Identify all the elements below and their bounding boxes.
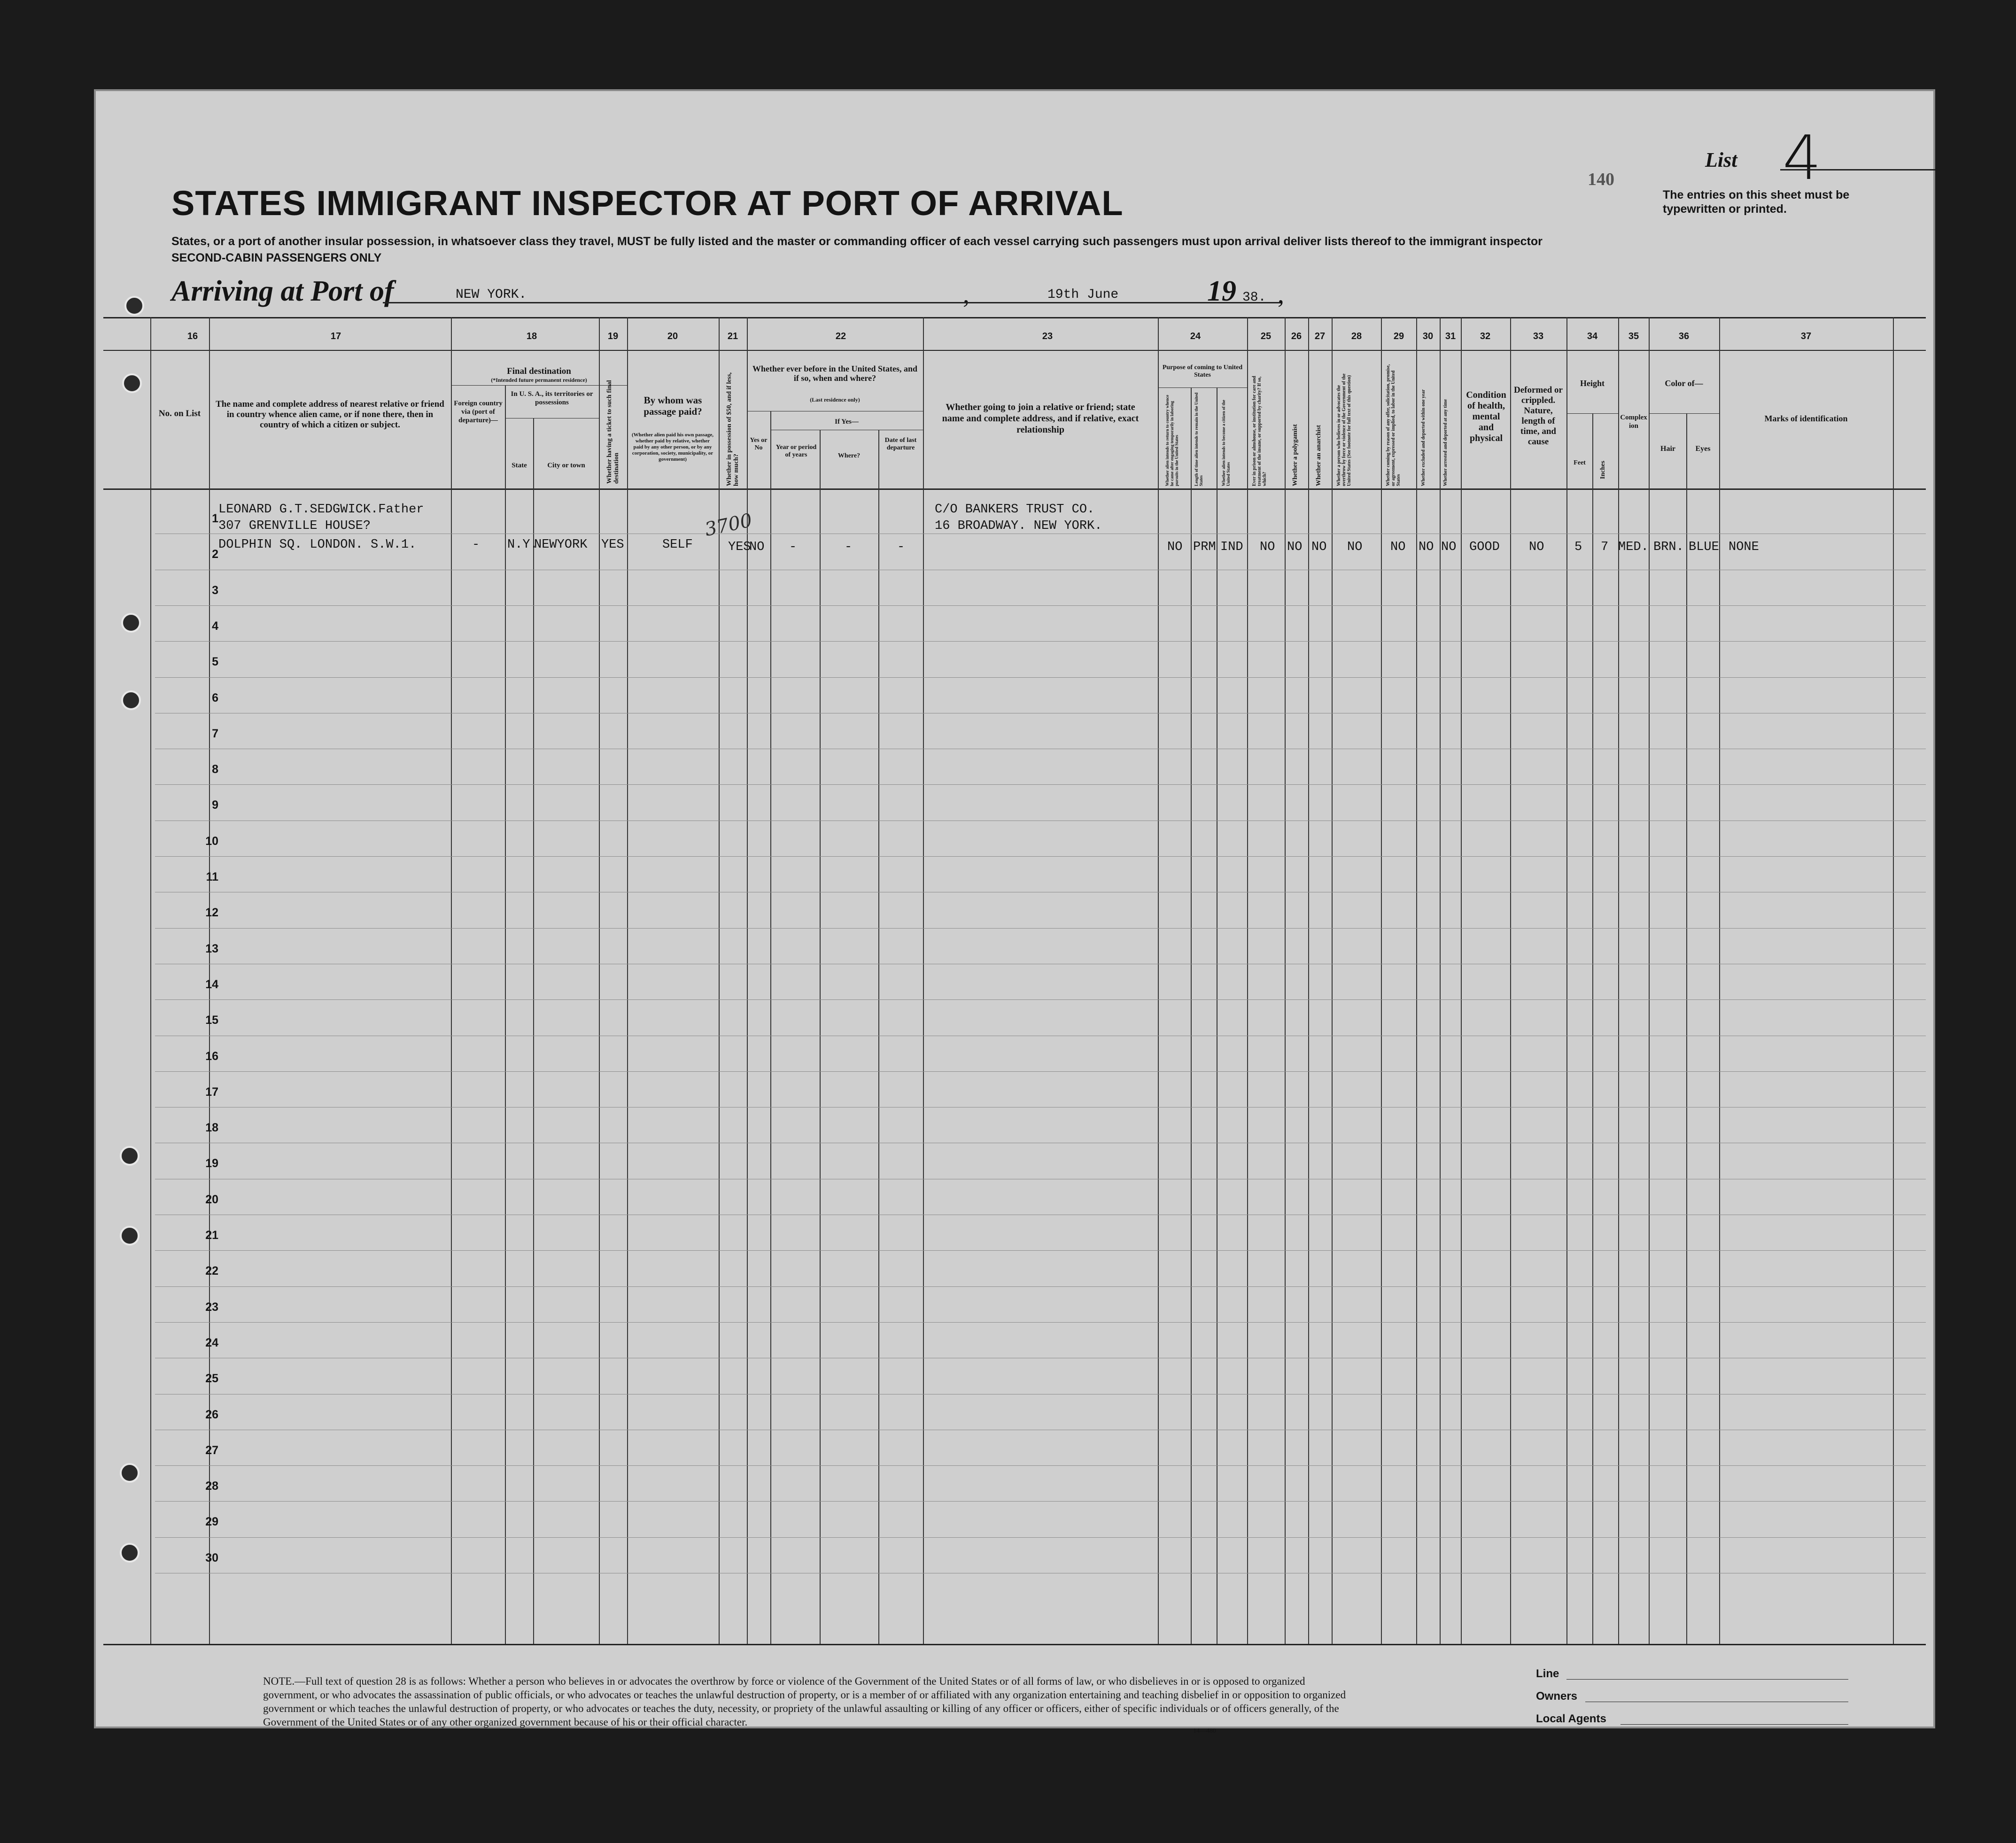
row-number: 8: [212, 763, 218, 776]
row-rule: [155, 1537, 1926, 1538]
row-number: 12: [205, 906, 218, 920]
entry-has-fifty: YES: [728, 540, 751, 554]
col-header-fifty-dollars: Whether in possession of $50, and if less, how much?: [726, 372, 740, 486]
entry-labor-offer: NO: [1390, 540, 1406, 554]
row-rule: [155, 1322, 1926, 1323]
row-number: 15: [205, 1014, 218, 1027]
row-rule: [155, 856, 1926, 857]
entry-ticket: YES: [601, 538, 624, 552]
row-rule: [155, 605, 1926, 606]
col-line: [150, 317, 151, 1644]
form-code: 14—480: [1193, 1727, 1216, 1735]
list-underline: [1780, 169, 1935, 170]
col-number-26: 26: [1291, 331, 1302, 341]
entry-inches: 7: [1601, 540, 1609, 554]
entry-health: GOOD: [1469, 540, 1500, 554]
col-number-24: 24: [1190, 331, 1201, 341]
entry-citizen: IND: [1220, 540, 1243, 554]
entry-join-line-1: C/O BANKERS TRUST CO.: [935, 503, 1095, 517]
col-header-citizen: Whether alien intends to become a citizen of the United States: [1221, 400, 1231, 486]
entry-relative-line-2: 307 GRENVILLE HOUSE?: [218, 519, 371, 533]
col-number-25: 25: [1260, 331, 1272, 341]
col-number-27: 27: [1314, 331, 1326, 341]
line-underline: [1566, 1679, 1848, 1680]
table-bottom-border: [103, 1644, 1926, 1645]
col-header-polygamist: Whether a polygamist: [1292, 424, 1299, 486]
row-number: 11: [206, 870, 218, 883]
entry-overthrow: NO: [1347, 540, 1363, 554]
col-header-health: Condition of health, mental and physical: [1466, 390, 1506, 443]
col-header-no-on-list: No. on List: [158, 409, 201, 418]
col-header-year-period: Year or period of years: [775, 444, 817, 458]
col-line: [1893, 317, 1894, 1644]
punch-hole: [120, 1543, 140, 1563]
col-number-29: 29: [1393, 331, 1404, 341]
col-line: [1719, 317, 1720, 1644]
col-number-30: 30: [1422, 331, 1434, 341]
col-header-if-yes: If Yes—: [835, 418, 859, 426]
subtitle-line-1: States, or a port of another insular possession, in whatsoever class they travel, MUST be fully listed and the master or commanding officer of each vessel carrying such passengers must upon arrival deliver lists thereof to the immigrant inspector: [171, 235, 1543, 248]
col-number-37: 37: [1800, 331, 1812, 341]
port-underline: [383, 302, 963, 303]
col-header-purpose: Purpose of coming to United States: [1162, 364, 1243, 379]
row-number: 26: [205, 1408, 218, 1421]
col-line: [1566, 317, 1567, 1644]
year-suffix: 38.: [1242, 290, 1266, 305]
comma-separator: ,: [963, 280, 969, 309]
col-number-17: 17: [330, 331, 341, 341]
entry-excluded: NO: [1419, 540, 1434, 554]
arriving-label: Arriving at Port of: [171, 275, 394, 307]
col-number-16: 16: [187, 331, 198, 341]
col-number-33: 33: [1533, 331, 1544, 341]
col-line: [599, 317, 600, 1644]
entry-eyes: BLUE: [1689, 540, 1719, 554]
col-line: [1461, 317, 1462, 1644]
col-header-inches: Inches: [1599, 461, 1606, 479]
col-line: [1510, 317, 1511, 1644]
col-line: [820, 430, 821, 1644]
row-number: 4: [212, 619, 218, 633]
row-number: 1: [212, 512, 218, 525]
row-number: 29: [205, 1515, 218, 1529]
col-header-color-of: Color of—: [1665, 379, 1703, 388]
row-rule: [155, 1286, 1926, 1287]
row-number: 22: [205, 1264, 218, 1278]
row-rule: [155, 1071, 1926, 1072]
row-number: 25: [205, 1372, 218, 1386]
col-line: [533, 418, 534, 1644]
sub-rule: [1649, 413, 1719, 414]
year-prefix: 19: [1207, 275, 1236, 307]
col-number-20: 20: [667, 331, 678, 341]
owners-label: Owners: [1536, 1690, 1578, 1703]
col-number-19: 19: [607, 331, 619, 341]
col-line: [505, 385, 506, 1644]
row-rule: [155, 641, 1926, 642]
sub-rule: [1566, 413, 1618, 414]
row-number: 6: [212, 691, 218, 705]
date-value: 19th June: [1047, 287, 1119, 302]
instructions-note: The entries on this sheet must be typewritten or printed.: [1663, 188, 1850, 216]
header-bottom-border: [103, 488, 1926, 490]
col-header-final-destination: Final destination: [507, 366, 571, 376]
col-header-foreign-country: Foreign country via (port of departure)—: [454, 400, 503, 424]
col-line: [1618, 317, 1619, 1644]
row-rule: [155, 1465, 1926, 1466]
entry-date-departure: -: [897, 540, 905, 554]
col-header-complexion: Complexion: [1620, 414, 1647, 430]
entry-relative-line-1: LEONARD G.T.SEDGWICK.Father: [218, 503, 424, 517]
subtitle-line-2: SECOND-CABIN PASSENGERS ONLY: [171, 251, 382, 264]
col-header-marks: Marks of identification: [1764, 414, 1848, 423]
row-number: 24: [205, 1336, 218, 1349]
page-title: STATES IMMIGRANT INSPECTOR AT PORT OF ARRIVAL: [171, 184, 1124, 223]
entry-money-handwritten: 3700: [703, 509, 754, 541]
punch-hole: [121, 613, 141, 633]
col-header-return: Whether alien intends to return to country whence he came after engaging temporarily in laboring pursuits in the United States: [1165, 395, 1179, 486]
col-header-hair: Hair: [1660, 445, 1675, 453]
row-number: 17: [205, 1085, 218, 1099]
footnote: NOTE.—Full text of question 28 is as follows: Whether a person who believes in or advocates the overthrow by force or violence of the Government of the United States or of all forms of law, or who disbelieves in or is opposed to organized government, or who advocates the assassination of public officials, or who advocates or teaches the unlawful destruction of property, or is a member of or affiliated with any organization entertaining and teaching disbelief in or opposition to organized government or which teaches the unlawful destruction of property, or who advocates or teaches the duty, necessity, or propriety of the unlawful assaulting or killing of any officer or officers, either of specific individuals or of officers generally, of the Government of the United States or of any other organized government because of his or their official character.: [263, 1675, 1346, 1728]
entry-year: -: [789, 540, 797, 554]
row-number: 7: [212, 727, 218, 740]
col-number-23: 23: [1042, 331, 1053, 341]
col-header-anarchist: Whether an anarchist: [1315, 425, 1322, 486]
col-header-labor-offer: Whether coming by reason of any offer, solicitation, promise, or agreement, expressed or implied, to labor in the United States: [1386, 364, 1401, 486]
row-number: 18: [205, 1121, 218, 1135]
col-header-feet: Feet: [1574, 459, 1586, 466]
punch-hole: [120, 1146, 140, 1166]
col-line: [1649, 317, 1650, 1644]
col-line: [878, 430, 879, 1644]
entry-foreign-via: -: [472, 538, 480, 552]
entry-hair: BRN.: [1653, 540, 1684, 554]
row-number: 28: [205, 1479, 218, 1493]
entry-relative-line-3: DOLPHIN SQ. LONDON. S.W.1.: [218, 538, 417, 552]
col-header-deformed: Deformed or crippled. Nature, length of time, and cause: [1514, 385, 1563, 447]
entry-deformed: NO: [1529, 540, 1544, 554]
punch-hole: [122, 373, 142, 393]
col-number-35: 35: [1628, 331, 1639, 341]
row-number: 9: [212, 798, 218, 812]
col-line: [1191, 387, 1192, 1644]
entry-return-temp: NO: [1167, 540, 1183, 554]
col-number-31: 31: [1445, 331, 1456, 341]
col-header-passage-paid-sub: (Whether alien paid his own passage, whether paid by relative, whether paid by any other person, or by any corporation, society, municipality, or government): [632, 432, 713, 462]
sub-rule: [451, 385, 627, 386]
col-line: [1686, 413, 1687, 1644]
col-header-eyes: Eyes: [1695, 445, 1711, 453]
row-rule: [155, 1501, 1926, 1502]
col-line: [1381, 317, 1382, 1644]
col-header-final-destination-sub: (*Intended future permanent residence): [491, 377, 587, 383]
list-label: List: [1705, 148, 1737, 171]
col-line: [770, 411, 771, 1644]
col-line: [451, 317, 452, 1644]
row-rule: [155, 784, 1926, 785]
col-line: [1440, 317, 1441, 1644]
sub-rule: [1158, 387, 1247, 388]
col-line: [1247, 317, 1248, 1644]
col-header-relative: The name and complete address of nearest relative or friend in country whence alien came, or if none there, then in country of which a citizen or subject.: [216, 399, 444, 430]
row-number: 30: [205, 1551, 218, 1564]
col-header-ticket: Whether having a ticket to such final destination: [606, 380, 620, 484]
col-header-join-relative: Whether going to join a relative or friend; state name and complete address, and if relative, exact relationship: [942, 402, 1139, 435]
entry-feet: 5: [1574, 540, 1582, 554]
row-number: 16: [205, 1049, 218, 1063]
agents-underline: [1621, 1724, 1848, 1725]
col-line: [627, 317, 628, 1644]
row-rule: [155, 1250, 1926, 1251]
row-rule: [155, 999, 1926, 1000]
entry-state: N.Y.: [507, 538, 538, 552]
entry-polygamist: NO: [1287, 540, 1303, 554]
col-line: [1285, 317, 1286, 1644]
col-header-prison: Ever in prison or almshouse, or institution for care and treatment of the insane, or supported by charity? If so, which?: [1252, 376, 1267, 486]
col-header-where: Where?: [837, 452, 861, 459]
line-label: Line: [1536, 1667, 1559, 1680]
col-header-date-departure: Date of last departure: [884, 437, 917, 451]
row-number: 19: [205, 1157, 218, 1170]
col-header-in-usa: In U. S. A., its territories or possessions: [511, 390, 593, 406]
agents-label: Local Agents: [1536, 1712, 1606, 1725]
row-number: 5: [212, 655, 218, 669]
row-number: 3: [212, 583, 218, 597]
row-number: 23: [205, 1300, 218, 1314]
manifest-sheet: [94, 89, 1935, 1735]
row-number: 14: [205, 977, 218, 991]
table-top-border: [103, 317, 1926, 318]
entry-length-stay: PRM: [1193, 540, 1216, 554]
entry-anarchist: NO: [1311, 540, 1327, 554]
row-number: 10: [205, 834, 218, 848]
col-header-passage-paid: By whom was passage paid?: [644, 395, 702, 417]
entry-prison: NO: [1260, 540, 1275, 554]
punch-hole: [120, 1463, 140, 1483]
list-number: 4: [1783, 122, 1822, 194]
row-number: 13: [205, 942, 218, 955]
punch-hole: [124, 296, 144, 316]
col-header-arrested: Whether arrested and deported at any time: [1443, 399, 1448, 486]
col-number-32: 32: [1480, 331, 1491, 341]
entry-complexion: MED.: [1618, 540, 1649, 554]
row-rule: [155, 677, 1926, 678]
entry-arrested: NO: [1441, 540, 1457, 554]
col-header-ever-before: Whether ever before in the United States, and if so, when and where?: [752, 364, 917, 383]
col-header-length-stay: Length of time alien intends to remain in the United States: [1194, 392, 1203, 486]
col-header-height: Height: [1580, 379, 1605, 388]
col-header-city: City or town: [547, 462, 585, 469]
row-number: 20: [205, 1193, 218, 1206]
col-header-yes-or-no: Yes or No: [750, 437, 768, 451]
entry-city: NEWYORK: [534, 538, 588, 552]
col-line: [1416, 317, 1417, 1644]
stamp-number: 140: [1588, 170, 1614, 189]
col-number-22: 22: [835, 331, 846, 341]
col-number-34: 34: [1587, 331, 1598, 341]
col-header-overthrow: Whether a person who believes in or advocates the overthrow by force or violence of the Government of the United States (See footnote for full text of this question): [1336, 373, 1352, 486]
col-line: [1308, 317, 1309, 1644]
col-line: [1332, 317, 1333, 1644]
col-number-28: 28: [1351, 331, 1362, 341]
comma-separator-2: ,: [1278, 280, 1284, 309]
col-line: [1158, 317, 1159, 1644]
column-number-border: [103, 350, 1926, 351]
row-number: 27: [205, 1443, 218, 1457]
row-number: 21: [205, 1229, 218, 1242]
entry-marks: NONE: [1729, 540, 1759, 554]
col-number-36: 36: [1678, 331, 1690, 341]
col-header-ever-before-sub: (Last residence only): [810, 396, 860, 403]
port-value: NEW YORK.: [456, 287, 527, 302]
col-header-state: State: [512, 462, 527, 469]
entry-paid-by: SELF: [662, 538, 693, 552]
col-number-21: 21: [727, 331, 738, 341]
punch-hole: [120, 1226, 140, 1246]
row-rule: [155, 928, 1926, 929]
punch-hole: [121, 690, 141, 710]
col-line: [923, 317, 924, 1644]
entry-ever-before: NO: [749, 540, 765, 554]
entry-join-line-2: 16 BROADWAY. NEW YORK.: [935, 519, 1102, 533]
col-number-18: 18: [526, 331, 537, 341]
entry-where: -: [845, 540, 853, 554]
row-number: 2: [212, 548, 218, 561]
col-line: [1592, 413, 1593, 1644]
col-header-excluded: Whether excluded and deported within one year: [1421, 389, 1426, 486]
